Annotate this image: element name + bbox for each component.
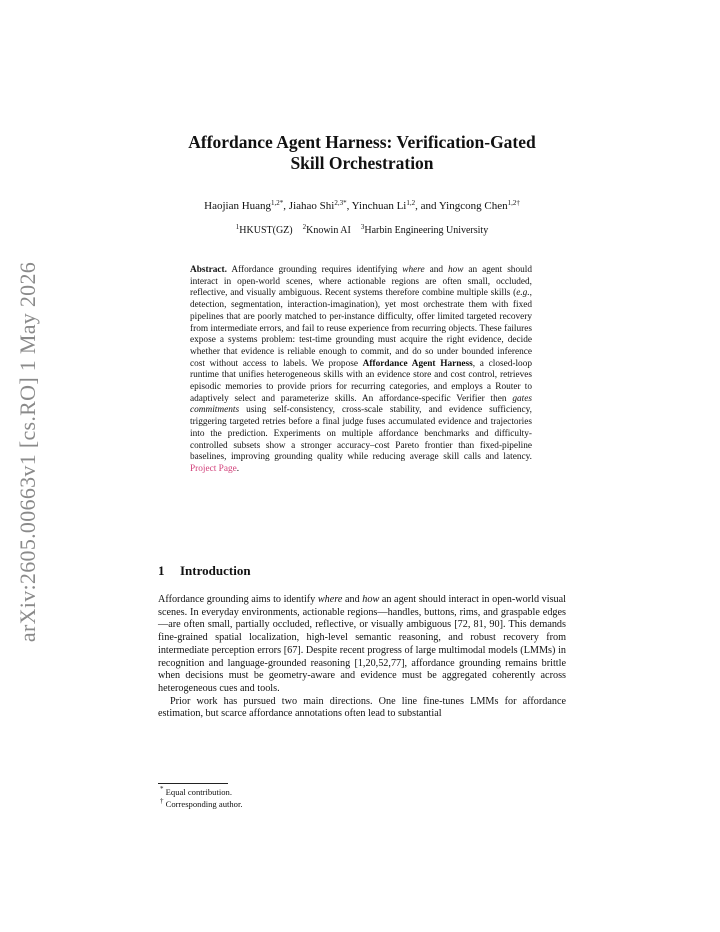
abstract-text: , detection, segmentation, interaction-imagination), yet most orchestrate them with fixed pipelines that are poorly matched to per-instance difficulty, offer limited targeted recovery from intermediate errors, and fail to reuse experience from recurring objects. These failures expose a systems problem: test-time grounding must acquire the right evidence, decide whether that evidence is reliable enough to commit, and do so under bounded inference cost without access to labels. We propose [190,288,532,369]
introduction-paragraph-1 [158,594,566,696]
author-affiliation-mark: 1,2 [406,199,416,207]
body-text: and [342,594,363,605]
footnote-equal-contribution [160,787,560,799]
system-name: Affordance Agent Harness [362,358,473,369]
arxiv-identifier-text: arXiv:2605.00663v1 [cs.RO] 1 May 2026 [15,261,40,643]
abstract-emphasis: gates commitments [190,393,532,416]
abstract-text: . [236,463,240,474]
project-page-link[interactable]: Project Page [190,463,237,474]
author-separator: , [283,200,289,212]
body-emphasis: how [362,594,380,605]
affiliation-list [150,224,574,237]
footnote-text: Corresponding author. [163,798,243,809]
abstract-text: and [424,265,448,275]
author-affiliation-mark: 1,2* [271,199,284,207]
author-name: Yinchuan Li [351,200,407,212]
affiliation-mark: 2 [302,223,307,231]
footnote-corresponding-author [160,796,560,811]
abstract-text: Affordance grounding requires identifying [226,265,403,275]
body-text: Affordance grounding aims to identify [158,594,318,605]
abstract-emphasis: where [402,265,425,275]
author-affiliation-mark: 2,3* [334,199,347,207]
affiliation-name: HKUST(GZ) [239,225,293,236]
author-list [130,199,594,213]
introduction-body [158,594,566,721]
introduction-paragraph-2: Prior work has pursued two main directions. One line fine-tunes LMMs for affordance estimation, but scarce affordance annotations often lead to substantial [158,695,566,720]
abstract-label: Abstract. [190,265,227,275]
affiliation-mark: 1 [235,223,240,231]
footnotes [160,787,560,810]
footnote-text: Equal contribution. [163,787,232,797]
affiliation-name: Knowin AI [306,225,351,236]
author-name: Haojian Huang [204,200,272,212]
abstract-emphasis: how [447,265,464,275]
author-separator: , and [415,200,439,212]
author-name: Jiahao Shi [288,200,335,212]
section-title: Introduction [180,563,251,578]
paper-title [150,132,574,173]
body-text: an agent should interact in open-world visual scenes. In everyday environments, actionable regions—handles, buttons, rims, and graspable edges—are often small, partially occluded, reflective, or visually ambiguous [72, 81, 90]. This demands fine-grained spatial localization, high-level semantic reasoning, and robust recovery from intermediate perception errors [67]. Despite recent progress of large multimodal models (LMMs) in recognition and language-grounded reasoning [1,20,52,77], affordance grounding remains brittle when decisions must be geometry-aware and evidence must be aggregated coherently across heterogeneous cues and tools. [158,594,566,694]
abstract-text: an agent should interact in open-world scenes, where actionable regions are often small, occluded, reflective, and visually ambiguous. Recent systems therefore combine multiple skills ( [190,265,532,299]
abstract-text: , a closed-loop runtime that unifies heterogeneous skills with an evidence store and cost control, retrieves episodic memories to provide priors for recurring categories, and employs a Router to adaptively select and parameterize skills. An affordance-specific Verifier then [190,358,532,404]
footnote-mark: * [160,785,164,793]
section-number: 1 [158,563,165,578]
title-line-2: Skill Orchestration [290,152,434,173]
abstract-text: using self-consistency, cross-scale stability, and evidence sufficiency, triggering targeted retries before a final judge fuses accumulated evidence and trajectories into the prediction. Experiments on multiple affordance benchmarks and difficulty-controlled subsets show a stronger accuracy–cost Pareto frontier than fixed-pipeline baselines, improving grounding quality while reducing average skill calls and latency. [190,405,532,463]
abstract [190,265,532,476]
affiliation-name: Harbin Engineering University [364,225,489,236]
body-emphasis: where [317,594,343,605]
abstract-emphasis: e.g. [516,288,530,299]
author-name: Yingcong Chen [438,200,508,212]
section-heading-introduction [158,563,578,579]
author-affiliation-mark: 1,2† [507,199,520,207]
title-line-1: Affordance Agent Harness: Verification-Gated [188,132,536,152]
footnote-divider [158,783,228,784]
affiliation-mark: 3 [360,223,365,231]
author-separator: , [346,200,352,212]
arxiv-identifier-stamp [8,262,48,642]
footnote-mark: † [160,796,164,805]
